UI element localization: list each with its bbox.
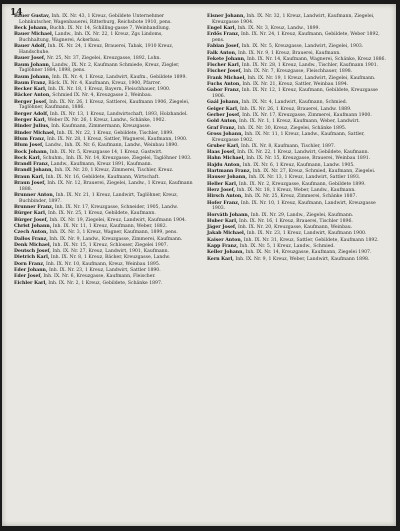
entry-name: Brunner Anton, [14, 193, 55, 199]
directory-entry [14, 32, 194, 43]
entry-name: Bock Karl, [14, 155, 42, 161]
entry-name: Baum Johann, [14, 62, 51, 68]
entry-text: Inh. IX. Nr. 27, Kreuz, Schmied, Kaufmann, Ziegelei. [252, 169, 376, 175]
directory-entry [207, 175, 387, 181]
directory-entry [207, 213, 387, 219]
entry-text: Inh. IX. Nr. 25, Kreuz, Zimmerei, Schänke 1887. [244, 194, 357, 200]
entry-name: Braun Josef, [14, 181, 46, 187]
directory-entry [207, 119, 387, 125]
directory-entry [14, 124, 194, 130]
directory-entry [207, 26, 387, 32]
directory-entry [207, 150, 387, 156]
entry-name: Binder Julius, [14, 124, 50, 130]
directory-entry [14, 131, 194, 137]
entry-name: Erdős Franz, [207, 32, 240, 38]
directory-entry [14, 205, 194, 211]
entry-name: Brandl Johann, [14, 168, 54, 174]
entry-name: Jakab Michael, [207, 231, 246, 237]
directory-entry [14, 81, 194, 87]
entry-text: Inh. IX. Nr. 21, 1 Kreuz, Landwirt, Taglöhner, Kreuz, Buchbinder, 1897. [19, 193, 178, 204]
entry-text: Inh. IX. Nr. 26, 1 Kreuz, Brauerei, Landw. 1889. [239, 106, 352, 112]
entry-name: Bauer Josef, [14, 56, 46, 62]
entry-text: Inh. IX. Nr. 15, 1 Kreuz, Schlosser, Ziegelei 1907. [52, 242, 169, 248]
right-column [207, 14, 387, 263]
entry-text: Inh. IX. Nr. 28, 1 Kreuz, Landw., Tischler, Kaufmann 1901. [241, 63, 379, 69]
entry-name: Deutsch Josef, [14, 249, 51, 255]
entry-text: Inh. IX. Nr. 43, 1 Kreuz, Gebildete Unternehmer Lohnkutscher, Wagenbauerei, Ritterburg, Reichsbote 1910, pens. [19, 14, 172, 25]
entry-name: Herz Josef, [207, 187, 236, 193]
directory-entry [14, 181, 194, 192]
entry-name: Gross Johann, [207, 131, 244, 137]
entry-name: Fischer Josef, [207, 69, 242, 75]
directory-entry [207, 225, 387, 231]
entry-text: Landw., Kaufmann, Kreuz 1891, Kaufmann. [50, 162, 153, 168]
entry-text: Inh. IX. Nr. 6, 1 Kreuz, Kaufmann, Landw. 1905. [242, 162, 355, 168]
directory-entry [14, 274, 194, 280]
entry-text: Inh. IX. Nr. 16, 1 Kreuz, Brauerei, Tischler 1896. [239, 218, 353, 224]
entry-text: Bäck. IX. Nr. 4, Kaufmann, Kreuz, 1900, Pfarrer. [48, 80, 161, 86]
entry-name: Hajdu Anton, [207, 162, 242, 168]
entry-text: Inh. IX. Nr. 4, Landwirt, Kaufmann, Schmied. [241, 100, 348, 106]
entry-name: Brunner Franz, [14, 205, 54, 211]
directory-entry [14, 249, 194, 255]
directory-entry [207, 44, 387, 50]
directory-entry [207, 82, 387, 88]
entry-text: Inh. IX. Nr. 9, 1 Kreuz, Brauerei, Kaufmann. [238, 50, 341, 56]
entry-text: Inh. IX. Nr. 17, Kreuzgasse, Zimmerei, Kaufmann 1900. [242, 112, 372, 118]
entry-text: Inh. IX. Nr. 10, 1 Kreuz, Kaufmann, Landwirt, Kreuzgasse 1903. [212, 200, 376, 212]
entry-text: Buchh. IX. Nr. 14, Schilling-gasse 7, Weinhandlung. [49, 26, 171, 31]
entry-text: Inh. IX. Nr. 22, 1 Kreuz, Landwirt, Gebildete, Kaufmann. [237, 150, 370, 156]
directory-entry [14, 156, 194, 162]
directory-entry [14, 162, 194, 168]
directory-entry [207, 169, 387, 175]
entry-text: Inh. IX. Nr. 20, 1 Kreuz, Zimmerei, Tischler, Kreuz. [54, 168, 174, 174]
entry-text: Inh. IX. Nr. 18, 1 Kreuz, Weber, Landw., Kaufmann. [236, 187, 356, 193]
entry-name: Gruber Karl, [207, 143, 240, 149]
entry-name: Huber Karl, [207, 218, 238, 224]
entry-name: Dallos Franz, [14, 236, 48, 242]
entry-name: Eder Johann, [14, 268, 48, 274]
entry-text: Inh. IX. Nr. 15, Kreuzgasse, Brauerei, Weinbau 1891. [246, 156, 371, 162]
entry-name: Hartmann Franz, [207, 169, 252, 175]
entry-name: Frank Michael, [207, 75, 246, 81]
entry-name: Fuchs Anton, [207, 82, 241, 88]
directory-entry [14, 56, 194, 62]
directory-entry [14, 224, 194, 230]
directory-entry [14, 63, 194, 74]
entry-name: Falk Anton, [207, 50, 237, 56]
entry-name: Christ Johann, [14, 223, 52, 229]
directory-entry [207, 156, 387, 162]
directory-entry [14, 218, 194, 224]
directory-entry [14, 237, 194, 243]
directory-entry [207, 132, 387, 143]
entry-text: Inh. IX. Nr. 17, Kreuzgasse, Schneider, 1905, Landw. [54, 205, 178, 211]
entry-name: Gerber Josef, [207, 112, 241, 118]
directory-entry [14, 243, 194, 249]
entry-name: Jäger Josef, [207, 225, 237, 231]
entry-text: Schmied IX. Nr. 4, Kreuzgasse 2, Weinbau. [52, 93, 153, 99]
entry-name: Heller Karl, [207, 181, 238, 187]
entry-text: Inh. IX. Nr. 24, 1 Kreuz, Kaufmann, Gebildete, Weber 1892, pens. [212, 32, 380, 43]
entry-text: Inh. IX. Nr. 1, 1 Kreuz, Kaufmann, Weber, Landwirt. [239, 119, 360, 125]
entry-name: Hofer Franz, [207, 200, 240, 206]
directory-entry [207, 113, 387, 119]
entry-name: Berger Adolf, [14, 111, 49, 117]
directory-entry [14, 14, 194, 25]
directory-entry [207, 144, 387, 150]
entry-text: Inh. IX. Nr. 19, Ziegelei, Kreuz, Landwirt, Kaufmann 1904. [49, 217, 187, 223]
directory-entry [207, 188, 387, 194]
directory-entry [207, 69, 387, 75]
entry-text: Schuhm., Inh. IX. Nr. 14, Kreuzgasse, Ziegelei, Taglöhner 1903. [42, 155, 192, 161]
entry-text: Inh. IX. Nr. 11, 1 Kreuz, Landw., Kaufmann, Sattler, Kreuzgasse 1902. [212, 131, 365, 143]
entry-name: Horváth Johann, [207, 212, 250, 218]
directory-entry [14, 211, 194, 217]
entry-text: Inh. IX. Nr. 16, Gebildete, Kaufmann, Wirtschaft. [45, 174, 160, 180]
entry-name: Bürger Karl, [14, 211, 47, 217]
entry-name: Blum Franz, [14, 136, 46, 142]
entry-text: Inh. IX. Nr. 9, Landw., Kreuzgasse, Zimmerei, Kaufmann. [49, 236, 183, 242]
directory-entry [207, 126, 387, 132]
entry-name: Keller Johann, [207, 250, 245, 256]
entry-name: Berger Karl, [14, 118, 47, 124]
entry-text: Inh. IX. Nr. 2, 1 Kreuz, Gebildete, Schänke 1897. [48, 280, 163, 286]
entry-text: Inh. IX. Nr. 5, Kreuzgasse 14, 1 Kreuz, Gastwirt. [49, 149, 163, 155]
entry-name: Gold Anton, [207, 119, 238, 125]
entry-text: Inh. IX. Nr. 2, Kreuzgasse, Kaufmann, Gebildete 1899. [238, 181, 366, 187]
entry-text: Inh. IX. Nr. 31, Kreuz, Sattler, Gebildete, Kaufmann 1892. [243, 237, 379, 243]
directory-entry [207, 182, 387, 188]
entry-name: Becker Karl, [14, 87, 47, 93]
entry-text: Inh. IX. Nr. 3, Kreuz, Landw., 1899. [237, 26, 320, 31]
directory-entry [207, 231, 387, 237]
entry-text: Inh. IX. Nr. 24, 1 Kreuz, Brauerei, Tabak, 1910 Kreuz, Handschuhe. [19, 44, 174, 55]
entry-text: Inh. IX. Nr. 10, Kaufmann, Kreuz, Weinbau 1895. [46, 261, 161, 267]
entry-text: Inh. IX. Nr. 4, 1 Kreuz, Landwirt, Kaufm., Gebildete 1899. [51, 74, 187, 80]
directory-entry [207, 163, 387, 169]
entry-name: Fischer Karl, [207, 63, 241, 69]
page-number: 14 [10, 8, 23, 18]
directory-entry [207, 257, 387, 263]
entry-text: Inh. IX. Nr. 29, Landw., Ziegelei, Kaufmann. [250, 212, 354, 218]
entry-text: Inh. IX. Nr. 5, Kreuzgasse, Landwirt, Ziegelei, 1903. [241, 44, 364, 50]
directory-entry [14, 93, 194, 99]
entry-text: Inh. IX. Nr. 22, 1 Kreuz, Gebildete, Tischler, 1899. [56, 130, 174, 136]
directory-entry [207, 219, 387, 225]
directory-entry [14, 75, 194, 81]
directory-entry [14, 281, 194, 287]
entry-name: Fekete Johann, [207, 56, 246, 62]
directory-entry [14, 175, 194, 181]
directory-entry [207, 250, 387, 256]
directory-entry [14, 193, 194, 204]
entry-name: Blum Josef, [14, 143, 44, 149]
entry-text: Inh. IX. Nr. 32, 1 Kreuz, Landwirt, Kaufmann, Ziegelei, Kreuzgasse 1904. [212, 14, 375, 25]
entry-name: Kaiser Anton, [207, 237, 243, 243]
entry-text: Inh. IX. Nr. 6, Kreuzgasse, Kaufmann, Fleischer. [43, 274, 156, 280]
entry-text: Inh. IX. Nr. 23, 1 Kreuz, Landwirt, Kaufmann 1900. [246, 231, 367, 237]
entry-text: Inh. IX. Nr. 26, 1 Kreuz, Sattlerei, Kaufmann 1906, Ziegelei, Taglöhner, Kaufmann, 1886. [19, 99, 190, 111]
entry-text: Inh. IX. Nr. 13, 1 Kreuz, Landwirt, Sattler 1893. [248, 175, 361, 181]
entry-text: Inh. IX. Nr. 14, Kaufmann, Wagnerei, Schänke, Kreuz 1886. [246, 56, 386, 62]
entry-name: Bürger Josef, [14, 217, 49, 223]
directory-page [2, 4, 396, 526]
entry-name: Baum Johann, [14, 74, 51, 80]
directory-entry [14, 44, 194, 55]
entry-text: Inh. IX. Nr. 5, 1 Kreuz, Landw., Schmied. [239, 244, 335, 250]
entry-text: Inh. IX. Nr. 12, 1 Kreuz, Kaufmann, Gebildete, Kreuzgasse 1906. [212, 88, 378, 100]
entry-text: Landw., IX. Nr. 2, Kaufmann Schmiede, Kreuz, Ziegler, Taglöhner 1884, 1898, pens. [19, 62, 180, 74]
entry-text: Inh. IX. Nr. 28, 1 Kreuz, Sattler, Wagnerei, Kaufmann, 1900. [47, 136, 188, 142]
entry-name: Fabian Josef, [207, 44, 241, 50]
directory-entry [14, 118, 194, 124]
left-column [14, 14, 194, 287]
directory-entry [14, 262, 194, 268]
entry-name: Eisner Johann, [207, 14, 245, 19]
entry-name: Gaál Johann, [207, 100, 241, 106]
entry-text: Inh. IX. Nr. 25, 1 Kreuz, Gebildete, Kaufmann. [48, 211, 156, 217]
entry-text: Nr. 25, Nr. 37, Ziegelei, Kreuzgasse, 1892, Lohn. [46, 56, 161, 62]
directory-entry [14, 26, 194, 32]
directory-entry [207, 100, 387, 106]
entry-text: Landw., Inh. IX. Nr. 6, Kaufmann, Landw., Weinbau 1890. [45, 143, 179, 149]
entry-name: Czech Anton, [14, 230, 48, 236]
entry-text: Inh. IX. Nr. 14, Kreuzgasse, Kaufmann, Ziegelei 1907. [245, 250, 372, 256]
entry-name: Brandl Franz, [14, 162, 50, 168]
entry-name: Dietrich Karl, [14, 255, 50, 261]
entry-text: Inh. IX. Nr. 7, Kreuzgasse, Fleischhauer, 1898. [243, 69, 353, 75]
directory-entry [207, 88, 387, 99]
entry-name: Bauer Michael, [14, 32, 54, 38]
entry-name: Eder Josef, [14, 274, 42, 280]
entry-name: Eichler Karl, [14, 280, 47, 286]
entry-name: Kapp Franz, [207, 244, 239, 250]
entry-text: Inh. Kaufmann, Zimmermann, Kreuzgasse. [51, 124, 152, 130]
entry-name: Gabor Franz, [207, 88, 241, 94]
entry-name: Bäcker Anton, [14, 93, 51, 99]
entry-name: Dorn Franz, [14, 261, 45, 267]
directory-entry [207, 107, 387, 113]
directory-entry [207, 51, 387, 57]
entry-name: Kern Karl, [207, 256, 234, 262]
entry-name: Geiger Karl, [207, 106, 239, 112]
entry-text: Inh. IX. Nr. 19, 1 Kreuz, Landwirt, Ziegelei, Kaufmann. [247, 75, 376, 81]
entry-name: Berger Josef, [14, 99, 48, 105]
entry-name: Bauer Adolf, [14, 44, 47, 50]
entry-text: Inh. IX. Nr. 27, Kreuz, Landwirt, 1901, Kaufmann. [52, 249, 170, 255]
directory-entry [14, 168, 194, 174]
directory-entry [14, 255, 194, 261]
entry-text: Inh. IX. Nr. 8, Kaufmann, Tischler, 1897. [241, 143, 336, 149]
entry-text: Inh. IX. Nr. 13, 1 Kreuz, Landwirtschaft, 1893, Holzhandel. [49, 111, 188, 117]
directory-entry [14, 230, 194, 236]
directory-entry [207, 14, 387, 25]
entry-name: Haas Josef, [207, 150, 236, 156]
entry-name: Graf Franz, [207, 125, 237, 131]
directory-entry [207, 76, 387, 82]
entry-name: Beck Johann, [14, 26, 49, 31]
directory-entry [14, 268, 194, 274]
entry-text: Inh. IX. Nr. 9, 1 Kreuz, Weber, Landwirt, Kaufmann 1898. [235, 256, 370, 262]
entry-name: Baum Franz, [14, 80, 47, 86]
entry-name: Binder Michael, [14, 130, 56, 136]
entry-name: Hirsch Anton, [207, 194, 243, 200]
entry-name: Bock Johann, [14, 149, 49, 155]
entry-name: Hahn Michael, [207, 156, 245, 162]
directory-entry [207, 57, 387, 63]
entry-text: Weber IX. Nr. 26, 1 Kreuz, Landw., Schänke, 1902. [47, 118, 166, 124]
entry-text: Inh. IX. Nr. 3, 1 Kreuz, Wagner, Kaufmann, 1899, pens. [49, 230, 178, 236]
directory-entry [14, 143, 194, 149]
entry-text: Inh. IX. Nr. 20, Kreuzgasse, Kaufmann, Weinbau. [238, 225, 353, 231]
directory-entry [14, 150, 194, 156]
entry-name: Engel Karl, [207, 26, 237, 31]
directory-entry [207, 201, 387, 212]
entry-text: Inh. IX. Nr. 30, Kreuz, Ziegelei, Schänke 1895. [237, 125, 347, 131]
entry-text: Inh. IX. Nr. 23, 1 Kreuz, Landwirt, Sattler 1890. [48, 268, 161, 274]
entry-text: Inh. IX. Nr. 8, 1 Kreuz, Bäcker, Kreuzgasse, Landw. [50, 255, 171, 261]
entry-text: Inh. IX. Nr. 11, 1 Kreuz, Kaufmann, Weber, 1882. [52, 223, 168, 229]
entry-name: Braun Karl, [14, 174, 45, 180]
entry-text: Landw., Inh. IX. Nr. 22, 1 Kreuz, Zgs Lindoms, Buchhaltung, Wagnerei, Ackerbau. [19, 32, 163, 43]
entry-name: Hauser Johann, [207, 175, 248, 181]
directory-entry [14, 137, 194, 143]
entry-text: Inh. IX. Nr. 21, Kreuz, Sattler, Weinbau 1894. [242, 82, 349, 88]
entry-name: Bauer Gustav, [14, 14, 50, 19]
directory-entry [207, 194, 387, 200]
entry-text: Inh. IX. Nr. 12, Brauerei, Ziegelei, Landw., 1 Kreuz, Kaufmann 1888. [19, 181, 193, 192]
directory-entry [207, 238, 387, 244]
entry-text: Inh. IX. Nr. 18, 1 Kreuz, Bayern, Fleischhauer, 1900. [47, 87, 171, 93]
directory-entry [14, 100, 194, 111]
directory-entry [207, 244, 387, 250]
entry-name: Denk Michael, [14, 242, 52, 248]
directory-entry [207, 32, 387, 43]
directory-entry [14, 112, 194, 118]
